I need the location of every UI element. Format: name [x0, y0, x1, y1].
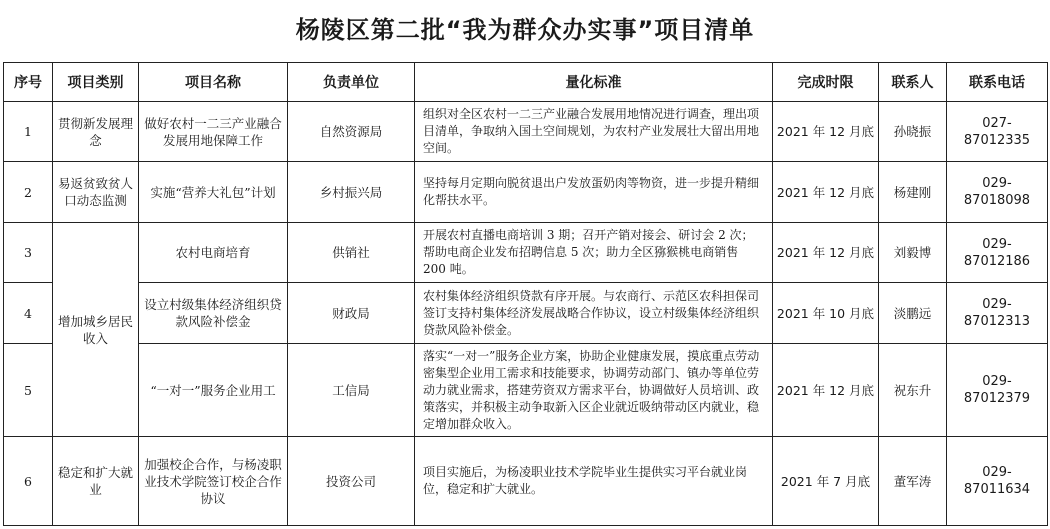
cell-standard: 开展农村直播电商培训 3 期；召开产销对接会、研讨会 2 次；帮助电商企业发布招聘信息 5 次；助力全区猕猴桃电商销售 200 吨。: [415, 223, 773, 283]
cell-deadline: 2021 年 12 月底: [773, 102, 879, 162]
cell-unit: 投资公司: [288, 437, 415, 526]
cell-index: 1: [4, 102, 53, 162]
header-contact: 联系人: [879, 63, 947, 102]
cell-unit: 供销社: [288, 223, 415, 283]
cell-name: 农村电商培育: [139, 223, 288, 283]
cell-name: 实施“营养大礼包”计划: [139, 162, 288, 223]
cell-deadline: 2021 年 12 月底: [773, 223, 879, 283]
cell-phone: 029-87012313: [947, 283, 1048, 344]
cell-deadline: 2021 年 10 月底: [773, 283, 879, 344]
cell-index: 6: [4, 437, 53, 526]
cell-deadline: 2021 年 12 月底: [773, 344, 879, 437]
header-row: [4, 63, 1048, 102]
cell-contact: 淡鹏远: [879, 283, 947, 344]
cell-unit: 乡村振兴局: [288, 162, 415, 223]
cell-category: 易返贫致贫人口动态监测: [53, 162, 139, 223]
header-category: 项目类别: [53, 63, 139, 102]
cell-phone: 029-87012379: [947, 344, 1048, 437]
cell-phone: 029-87012186: [947, 223, 1048, 283]
table-row: [4, 283, 1048, 344]
cell-name: “一对一”服务企业用工: [139, 344, 288, 437]
table-row: [4, 344, 1048, 437]
cell-contact: 董军涛: [879, 437, 947, 526]
cell-contact: 杨建刚: [879, 162, 947, 223]
cell-standard: 组织对全区农村一二三产业融合发展用地情况进行调查，理出项目清单，争取纳入国土空间规划，为农村产业发展壮大留出用地空间。: [415, 102, 773, 162]
cell-index: 5: [4, 344, 53, 437]
cell-contact: 刘毅博: [879, 223, 947, 283]
project-table: [3, 62, 1048, 526]
cell-unit: 自然资源局: [288, 102, 415, 162]
table-row: [4, 162, 1048, 223]
cell-phone: 029-87011634: [947, 437, 1048, 526]
table-row: [4, 223, 1048, 283]
header-standard: 量化标准: [415, 63, 773, 102]
cell-standard: 农村集体经济组织贷款有序开展。与农商行、示范区农科担保司签订支持村集体经济发展战略合作协议，设立村级集体经济组织贷款风险补偿金。: [415, 283, 773, 344]
cell-deadline: 2021 年 12 月底: [773, 162, 879, 223]
cell-name: 加强校企合作，与杨凌职业技术学院签订校企合作协议: [139, 437, 288, 526]
cell-deadline: 2021 年 7 月底: [773, 437, 879, 526]
cell-category: 增加城乡居民收入: [53, 223, 139, 437]
table-row: [4, 437, 1048, 526]
cell-standard: 坚持每月定期向脱贫退出户发放蛋奶肉等物资，进一步提升精细化帮扶水平。: [415, 162, 773, 223]
header-unit: 负责单位: [288, 63, 415, 102]
header-index: 序号: [4, 63, 53, 102]
cell-phone: 027-87012335: [947, 102, 1048, 162]
cell-index: 2: [4, 162, 53, 223]
cell-standard: 落实“一对一”服务企业方案，协助企业健康发展，摸底重点劳动密集型企业用工需求和技能要求，协调劳动部门、镇办等单位劳动力就业需求，搭建劳资双方需求平台，协调做好人员培训、政策落实，并积极主动争取新入区企业就近吸纳带动区内就业，稳定增加群众收入。: [415, 344, 773, 437]
cell-contact: 祝东升: [879, 344, 947, 437]
cell-phone: 029-87018098: [947, 162, 1048, 223]
header-name: 项目名称: [139, 63, 288, 102]
cell-index: 3: [4, 223, 53, 283]
page-title: 杨陵区第二批“我为群众办实事”项目清单: [295, 16, 755, 44]
cell-contact: 孙晓振: [879, 102, 947, 162]
cell-category: 稳定和扩大就业: [53, 437, 139, 526]
cell-name: 做好农村一二三产业融合发展用地保障工作: [139, 102, 288, 162]
table-row: [4, 102, 1048, 162]
cell-category: 贯彻新发展理念: [53, 102, 139, 162]
cell-standard: 项目实施后，为杨凌职业技术学院毕业生提供实习平台就业岗位，稳定和扩大就业。: [415, 437, 773, 526]
cell-index: 4: [4, 283, 53, 344]
cell-unit: 财政局: [288, 283, 415, 344]
cell-name: 设立村级集体经济组织贷款风险补偿金: [139, 283, 288, 344]
header-phone: 联系电话: [947, 63, 1048, 102]
header-deadline: 完成时限: [773, 63, 879, 102]
cell-unit: 工信局: [288, 344, 415, 437]
